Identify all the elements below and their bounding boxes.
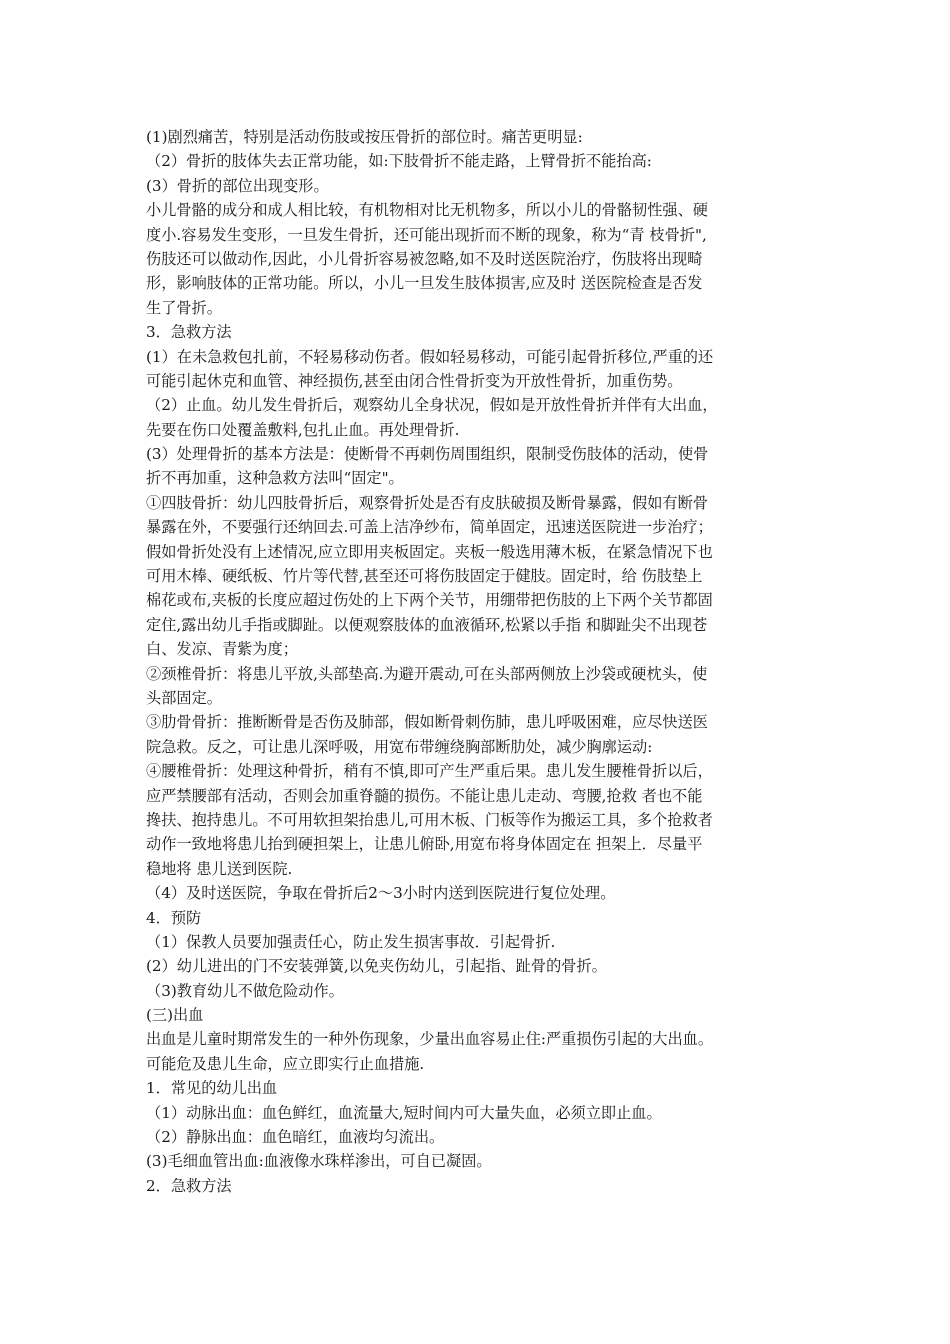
text-line: 假如骨折处没有上述情况,应立即用夹板固定。夹板一般选用薄木板，在紧急情况下也 — [146, 542, 713, 561]
text-line: 暴露在外，不要强行还纳回去.可盖上洁净纱布，简单固定，迅速送医院进一步治疗； — [146, 518, 713, 537]
text-line: 动作一致地将患儿抬到硬担架上，让患儿俯卧,用宽布将身体固定在 担架上．尽量平 — [146, 835, 703, 854]
text-line: (1)剧烈痛苦，特别是活动伤肢或按压骨折的部位时。痛苦更明显: — [146, 128, 583, 146]
text-line: （1）保教人员要加强责任心，防止发生损害事故．引起骨折. — [146, 932, 556, 951]
text-line: 棉花或布,夹板的长度应超过伤处的上下两个关节，用绷带把伤肢的上下两个关节都固 — [146, 591, 713, 610]
text-line: (1）在未急救包扎前，不轻易移动伤者。假如轻易移动，可能引起骨折移位,严重的还 — [146, 347, 714, 366]
text-line: 出血是儿童时期常发生的一种外伤现象，少量出血容易止住:严重损伤引起的大出血。 — [146, 1030, 714, 1049]
text-line: ①四肢骨折：幼儿四肢骨折后，观察骨折处是否有皮肤破损及断骨暴露，假如有断骨 — [146, 493, 708, 512]
text-line: 伤肢还可以做动作,因此，小儿骨折容易被忽略,如不及时送医院治疗，伤肢将出现畸 — [146, 249, 703, 268]
text-line: (3）处理骨折的基本方法是：使断骨不再刺伤周围组织，限制受伤肢体的活动，使骨 — [146, 445, 709, 464]
text-line: 小儿骨骼的成分和成人相比较，有机物相对比无机物多，所以小儿的骨骼韧性强、硬 — [146, 201, 708, 220]
text-line: (3)毛细血管出血:血液像水珠样渗出，可自已凝固。 — [146, 1152, 492, 1171]
text-line: （2）止血。幼儿发生骨折后，观察幼儿全身状况，假如是开放性骨折并伴有大出血， — [146, 396, 718, 415]
section-heading: 3．急救方法 — [146, 323, 232, 342]
text-line: (3）骨折的部位出现变形。 — [146, 176, 329, 195]
text-line: ②颈椎骨折：将患儿平放,头部垫高.为避开震动,可在头部两侧放上沙袋或硬枕头，使 — [146, 664, 708, 683]
section-heading: 1．常见的幼儿出血 — [146, 1079, 278, 1098]
text-line: 可能危及患儿生命，应立即实行止血措施. — [146, 1054, 425, 1073]
text-line: 折不再加重，这种急救方法叫“固定"。 — [146, 469, 404, 488]
text-line: ③肋骨骨折：推断断骨是否伤及肺部，假如断骨刺伤肺，患儿呼吸困难，应尽快送医 — [146, 713, 708, 732]
text-line: 生了骨折。 — [146, 298, 222, 317]
text-line: （4）及时送医院，争取在骨折后2～3小时内送到医院进行复位处理。 — [146, 884, 616, 903]
text-line: 稳地将 患儿送到医院. — [146, 859, 293, 878]
text-line: 白、发凉、青紫为度； — [146, 640, 298, 659]
text-line: （3)教育幼儿不做危险动作。 — [146, 981, 344, 1000]
document-body — [146, 125, 808, 1198]
text-line: （2）静脉出血：血色暗红，血液均匀流出。 — [146, 1128, 445, 1147]
text-line: 应严禁腰部有活动，否则会加重脊髓的损伤。不能让患儿走动、弯腰,抢救 者也不能 — [146, 786, 703, 805]
text-line: (2）幼儿进出的门不安装弹簧,以免夹伤幼儿，引起指、趾骨的骨折。 — [146, 957, 607, 976]
text-line: 搀扶、抱持患儿。不可用软担架抬患儿,可用木板、门板等作为搬运工具，多个抢救者 — [146, 810, 713, 829]
text-line: 可用木棒、硬纸板、竹片等代替,甚至还可将伤肢固定于健肢。固定时，给 伤肢垫上 — [146, 567, 703, 586]
text-line: 形，影响肢体的正常功能。所以，小儿一旦发生肢体损害,应及时 送医院检查是否发 — [146, 274, 703, 293]
text-line: ④腰椎骨折：处理这种骨折，稍有不慎,即可产生严重后果。患儿发生腰椎骨折以后， — [146, 762, 713, 781]
text-line: （1）动脉出血：血色鲜红，血流量大,短时间内可大量失血，必须立即止血。 — [146, 1103, 662, 1122]
section-heading: 2．急救方法 — [146, 1176, 232, 1195]
text-line: 院急救。反之，可让患儿深呼吸，用宽布带缠绕胸部断肋处，减少胸廓运动: — [146, 737, 653, 756]
section-heading: 4．预防 — [146, 908, 202, 927]
text-line: 定住,露出幼儿手指或脚趾。以便观察肢体的血液循环,松紧以手指 和脚趾尖不出现苍 — [146, 615, 708, 634]
text-line: （2）骨折的肢体失去正常功能，如:下肢骨折不能走路，上臂骨折不能抬高: — [146, 152, 652, 171]
text-line: 可能引起休克和血管、神经损伤,甚至由闭合性骨折变为开放性骨折，加重伤势。 — [146, 371, 683, 390]
text-line: 先要在伤口处覆盖敷料,包扎止血。再处理骨折. — [146, 420, 460, 439]
text-line: 头部固定。 — [146, 688, 222, 707]
text-line: 度小.容易发生变形，一旦发生骨折，还可能出现折而不断的现象，称为“青 枝骨折", — [146, 225, 707, 244]
section-heading: (三)出血 — [146, 1006, 204, 1025]
